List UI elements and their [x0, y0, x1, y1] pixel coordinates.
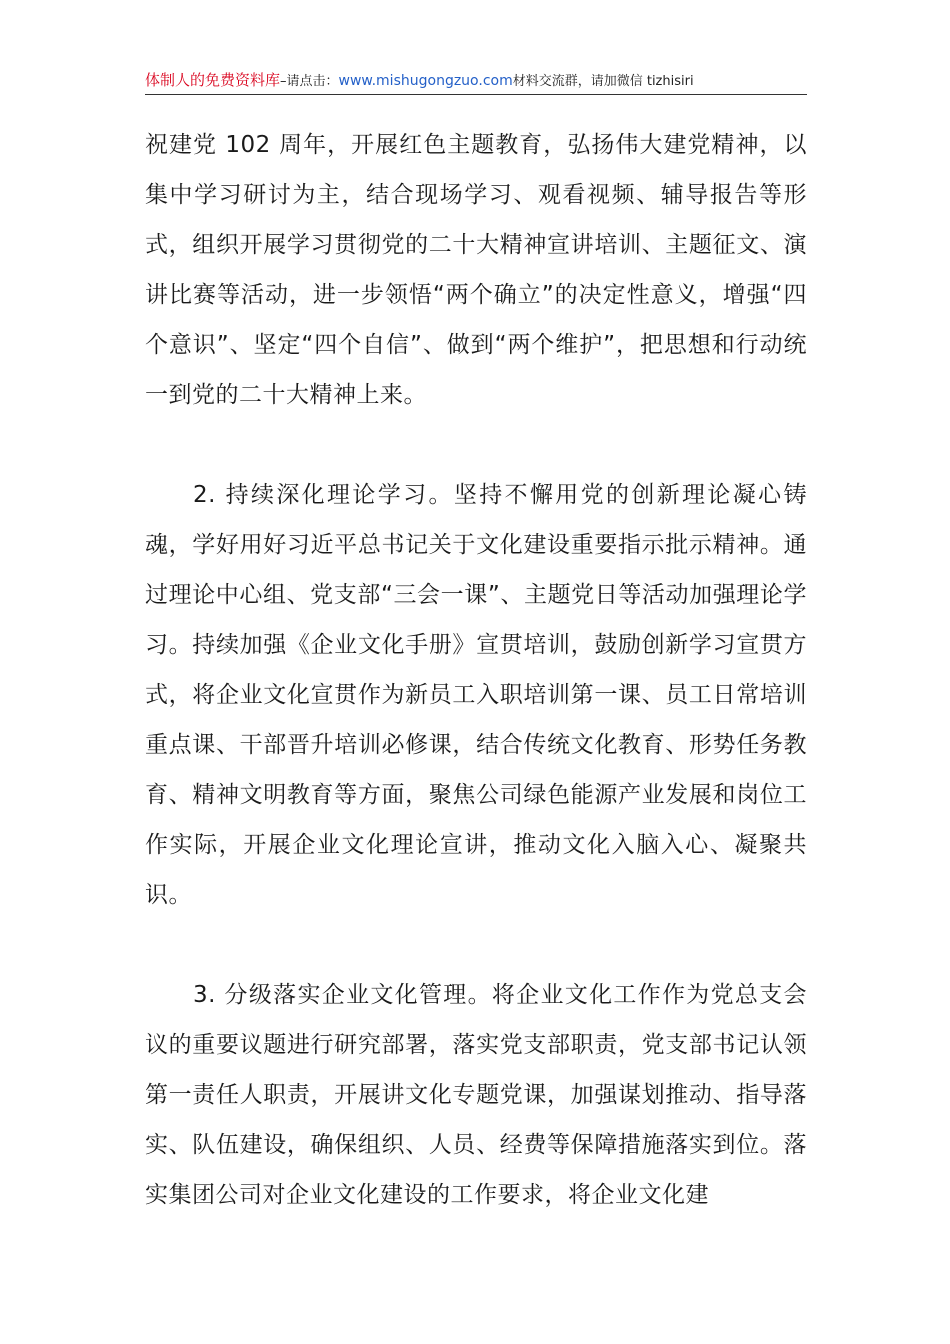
header-brand: 体制人的免费资料库	[145, 71, 281, 89]
paragraph-continued: 祝建党 102 周年，开展红色主题教育，弘扬伟大建党精神，以集中学习研讨为主，结合现场学习、观看视频、辅导报告等形式，组织开展学习贯彻党的二十大精神宣讲培训、主题征文、演讲比赛等活动，进一步领悟“两个确立”的决定性意义，增强“四个意识”、坚定“四个自信”、做到“两个维护”，把思想和行动统一到党的二十大精神上来。	[145, 132, 807, 408]
header-prompt: –请点击：	[280, 74, 339, 89]
page-header	[145, 68, 807, 95]
paragraph-gap	[145, 920, 807, 970]
document-body	[145, 120, 807, 1220]
header-wechat-note: 材料交流群，请加微信 tizhisiri	[512, 74, 694, 89]
paragraph-theory-study: 2. 持续深化理论学习。坚持不懈用党的创新理论凝心铸魂，学好用好习近平总书记关于文化建设重要指示批示精神。通过理论中心组、党支部“三会一课”、主题党日等活动加强理论学习。持续加强《企业文化手册》宣贯培训，鼓励创新学习宣贯方式，将企业文化宣贯作为新员工入职培训第一课、员工日常培训重点课、干部晋升培训必修课，结合传统文化教育、形势任务教育、精神文明教育等方面，聚焦公司绿色能源产业发展和岗位工作实际，开展企业文化理论宣讲，推动文化入脑入心、凝聚共识。	[145, 482, 807, 908]
header-site-link[interactable]: www.mishugongzuo.com	[338, 73, 513, 89]
paragraph-culture-management: 3. 分级落实企业文化管理。将企业文化工作作为党总支会议的重要议题进行研究部署，落实党支部职责，党支部书记认领第一责任人职责，开展讲文化专题党课，加强谋划推动、指导落实、队伍建设，确保组织、人员、经费等保障措施落实到位。落实集团公司对企业文化建设的工作要求，将企业文化建	[145, 982, 807, 1208]
paragraph-gap	[145, 420, 807, 470]
